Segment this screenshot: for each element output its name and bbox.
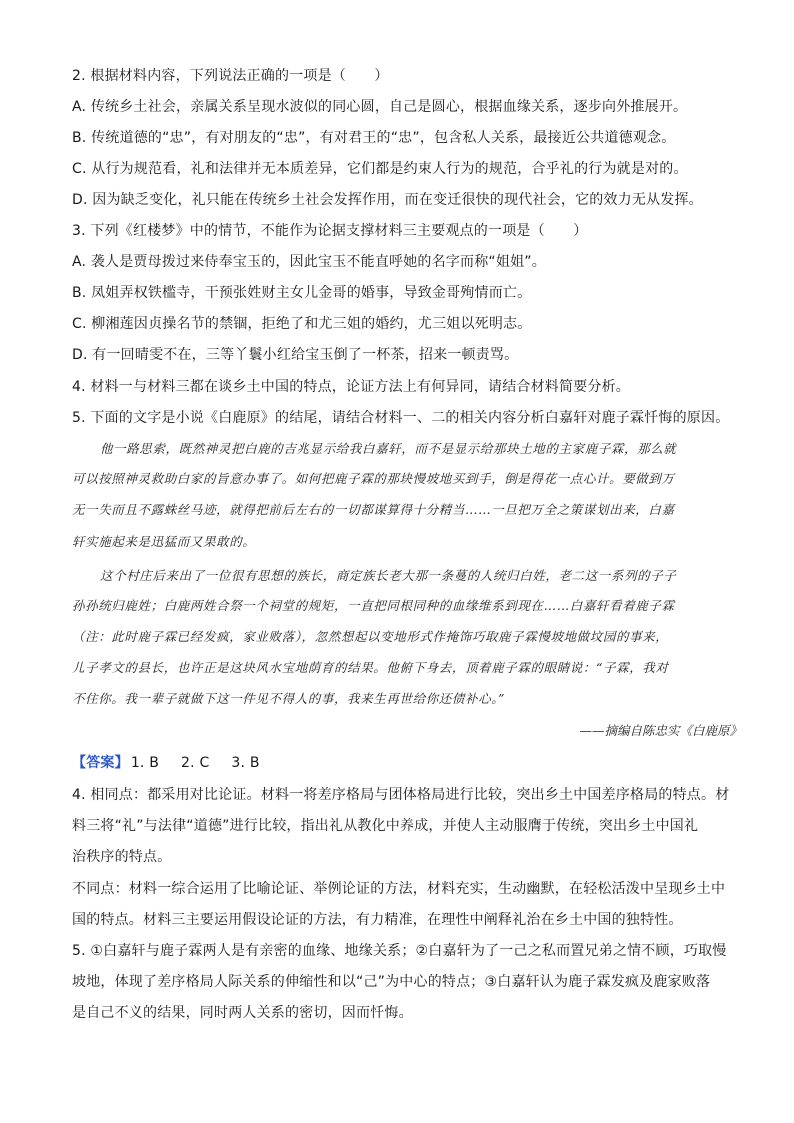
answer4-line: 4. 相同点：都采用对比论证。材料一将差序格局与团体格局进行比较，突出乡土中国差序格局的特点。材 — [72, 787, 730, 803]
answer4-line: 不同点：材料一综合运用了比喻论证、举例论证的方法，材料充实，生动幽默，在轻松活泼中呈现乡土中 — [72, 881, 726, 897]
answer5-line: 5. ①白嘉轩与鹿子霖两人是有亲密的血缘、地缘关系；②白嘉轩为了一己之私而置兄弟之情不顾，巧取慢 — [72, 943, 727, 959]
passage-p2-line: 孙孙统归鹿姓；白鹿两姓合祭一个祠堂的规矩，一直把同根同种的血缘维系到现在……白嘉轩看着鹿子霖 — [72, 598, 675, 613]
q2-option-c: C. 从行为规范看，礼和法律并无本质差异，它们都是约束人行为的规范，合乎礼的行为就是对的。 — [72, 161, 688, 177]
q3-option-a: A. 袭人是贾母拨过来侍奉宝玉的，因此宝玉不能直呼她的名字而称“姐姐”。 — [72, 254, 546, 270]
q2-option-d: D. 因为缺乏变化，礼只能在传统乡土社会发挥作用，而在变迁很快的现代社会，它的效力无从发挥。 — [72, 192, 703, 208]
answer4-line: 国的特点。材料三主要运用假设论证的方法，有力精准，在理性中阐释礼治在乡土中国的独特性。 — [72, 912, 683, 928]
answer-label: 【答案】 — [72, 755, 129, 771]
q3-option-d: D. 有一回晴雯不在，三等丫鬟小红给宝玉倒了一杯茶，招来一顿责骂。 — [72, 347, 519, 363]
q2-option-a: A. 传统乡土社会，亲属关系呈现水波似的同心圆，自己是圆心，根据血缘关系，逐步向外推展开。 — [72, 99, 688, 115]
q4-stem: 4. 材料一与材料三都在谈乡土中国的特点，论证方法上有何异同，请结合材料简要分析。 — [72, 379, 631, 395]
passage-p1-line: 轩实施起来是迅猛而又果敢的。 — [72, 534, 256, 549]
answer5-line: 是自己不义的结果，同时两人关系的密切，因而忏悔。 — [72, 1005, 413, 1021]
answer4-line: 料三将“礼”与法律“道德”进行比较，指出礼从教化中养成，并使人主动服膺于传统，突出乡土中国礼 — [72, 818, 699, 834]
q3-stem: 3. 下列《红楼梦》中的情节，不能作为论据支撑材料三主要观点的一项是（ ） — [72, 223, 588, 239]
answer5-line: 坡地，体现了差序格局人际关系的伸缩性和以“己”为中心的特点；③白嘉轩认为鹿子霖发疯及鹿家败落 — [72, 974, 711, 990]
answer-item: 2. C — [181, 755, 210, 771]
answer-item: 1. B — [130, 755, 160, 771]
passage-p2-line: 这个村庄后来出了一位很有思想的族长，商定族长老大那一条蔓的人统归白姓，老二这一系列的子子 — [100, 568, 677, 583]
passage-p1-line: 他一路思索，既然神灵把白鹿的吉兆显示给我白嘉轩，而不是显示给那块土地的主家鹿子霖，那么就 — [100, 441, 677, 456]
passage-source: ——摘编自陈忠实《白鹿原》 — [579, 723, 742, 738]
q2-option-b: B. 传统道德的“忠”，有对朋友的“忠”，有对君王的“忠”，包含私人关系，最接近公共道德观念。 — [72, 130, 676, 146]
q2-stem: 2. 根据材料内容，下列说法正确的一项是（ ） — [72, 68, 389, 84]
answer-row — [72, 753, 732, 773]
q3-option-c: C. 柳湘莲因贞操名节的禁锢，拒绝了和尤三姐的婚约，尤三姐以死明志。 — [72, 316, 532, 332]
passage-p1-line: 可以按照神灵救助白家的旨意办事了。如何把鹿子霖的那块慢坡地买到手，倒是得花一点心计。要做到万 — [72, 471, 675, 486]
q5-stem: 5. 下面的文字是小说《白鹿原》的结尾，请结合材料一、二的相关内容分析白嘉轩对鹿子霖忏悔的原因。 — [72, 410, 730, 426]
passage-p2-line: 儿子孝文的县长，也许正是这块风水宝地荫育的结果。他俯下身去，顶着鹿子霖的眼睛说：“子霖，我对 — [72, 660, 669, 675]
q3-option-b: B. 凤姐弄权铁槛寺，干预张姓财主女儿金哥的婚事，导致金哥殉情而亡。 — [72, 285, 532, 301]
passage-p2-line: （注：此时鹿子霖已经发疯，家业败落），忽然想起以变地形式作掩饰巧取鹿子霖慢坡地做坟园的事来， — [72, 629, 669, 644]
passage-p1-line: 无一失而且不露蛛丝马迹，就得把前后左右的一切都谋算得十分精当……一旦把万全之策谋划出来，白嘉 — [72, 502, 675, 517]
answer-item: 3. B — [231, 755, 260, 771]
answer4-line: 治秩序的特点。 — [72, 849, 172, 865]
passage-p2-line: 不住你。我一辈子就做下这一件见不得人的事，我来生再世给你还债补心。” — [72, 691, 506, 706]
